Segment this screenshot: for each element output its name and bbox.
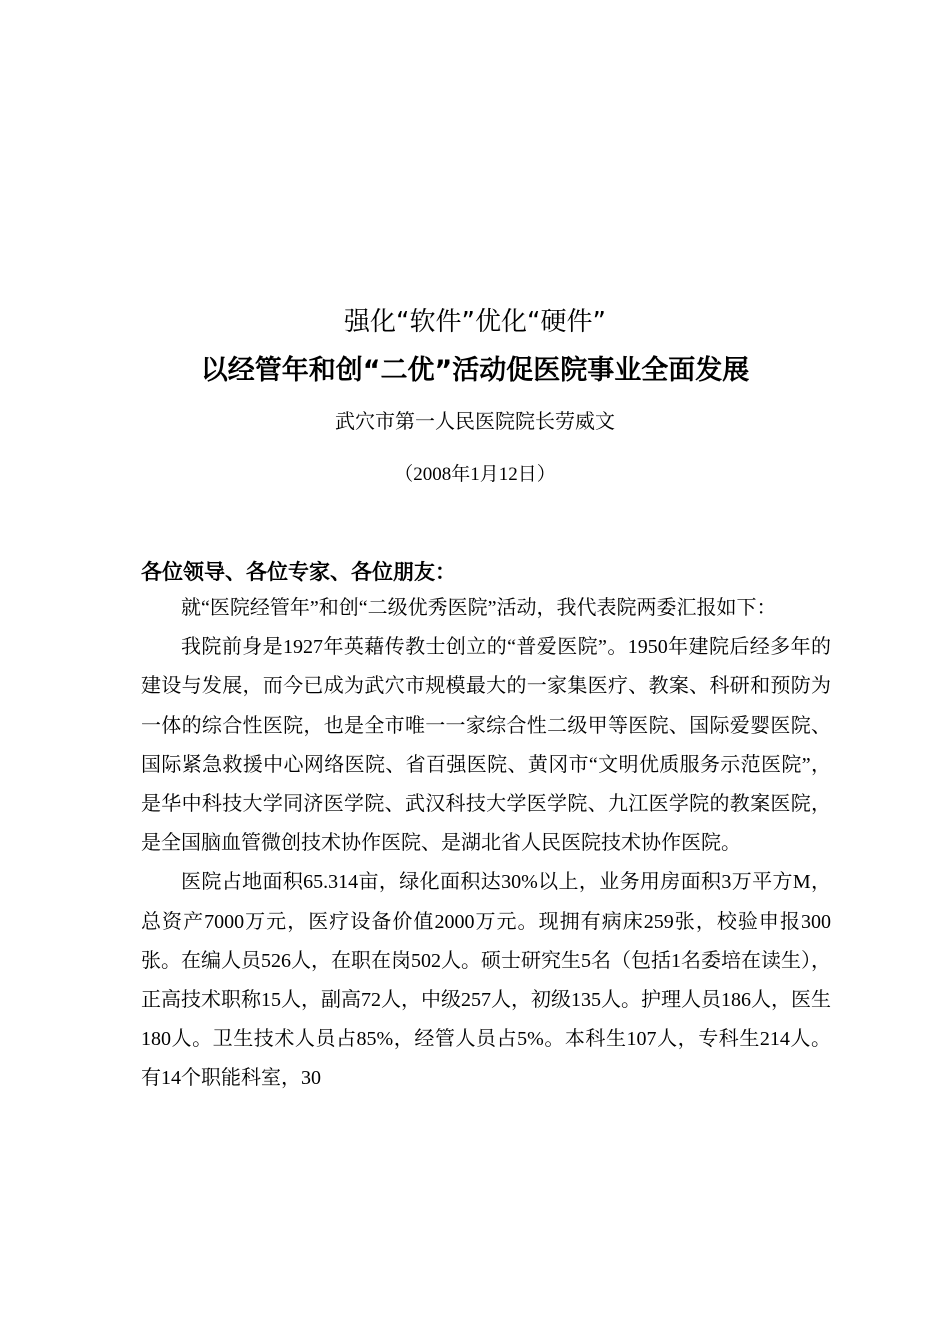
paragraph-intro: 就“医院经管年”和创“二级优秀医院”活动，我代表院两委汇报如下： [181, 597, 777, 619]
paragraph-facilities: 医院占地面积65.314亩，绿化面积达30%以上，业务用房面积3万平方M，总资产7000万元，医疗设备价值2000万元。现拥有病床259张，校验申报300张。在编人员526人，在职在岗502人。硕士研究生5名（包括1名委培在读生），正高技术职称15人，副高72人，中级257人，初级135人。护理人员186人，医生180人。卫生技术人员占85%，经管人员占5%。本科生107人，专科生214人。有14个职能科室，30 [141, 871, 831, 1090]
document-title: 强化“软件”优化“硬件” [344, 307, 606, 337]
date-line: （2008年1月12日） [394, 464, 556, 485]
document-subtitle: 以经管年和创“二优”活动促医院事业全面发展 [200, 355, 750, 386]
document-body [141, 589, 831, 1099]
greeting: 各位领导、各位专家、各位朋友： [141, 560, 456, 584]
author-line: 武穴市第一人民医院院长劳威文 [335, 409, 615, 433]
paragraph-history: 我院前身是1927年英藉传教士创立的“普爱医院”。1950年建院后经多年的建设与发展，而今已成为武穴市规模最大的一家集医疗、教案、科研和预防为一体的综合性医院，也是全市唯一一家综合性二级甲等医院、国际爱婴医院、国际紧急救援中心网络医院、省百强医院、黄冈市“文明优质服务示范医院”，是华中科技大学同济医学院、武汉科技大学医学院、九江医学院的教案医院，是全国脑血管微创技术协作医院、是湖北省人民医院技术协作医院。 [141, 636, 831, 855]
